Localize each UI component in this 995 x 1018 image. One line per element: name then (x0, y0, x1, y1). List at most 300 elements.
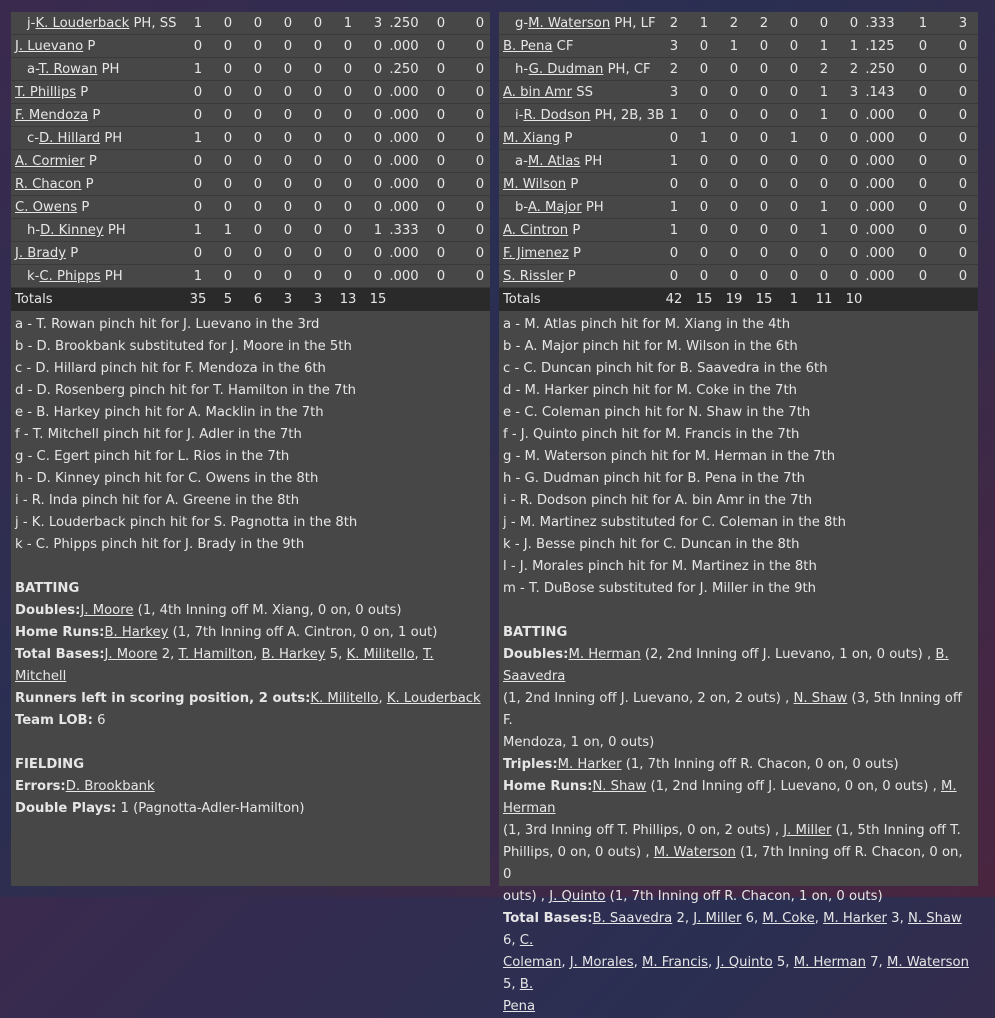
player-link[interactable]: B. (519, 977, 534, 992)
stat-cell: 0 (373, 131, 383, 146)
stat-cell: 0 (193, 108, 203, 123)
stat-cell: 0 (283, 223, 293, 238)
substitution-note: g - C. Egert pinch hit for L. Rios in the 7th (15, 449, 290, 464)
stat-cell: 3 (669, 39, 679, 54)
player-cell (503, 219, 580, 242)
stat-cell: 0 (849, 269, 859, 284)
player-cell (27, 265, 123, 288)
player-position: PH (101, 62, 120, 77)
player-link[interactable]: B. Saavedra (503, 647, 949, 684)
batting-label: Doubles: (15, 603, 81, 618)
stat-cell: 0 (283, 200, 293, 215)
stat-cell: 0 (253, 269, 263, 284)
stat-cell: 3 (958, 16, 968, 31)
substitution-note: h - G. Dudman pinch hit for B. Pena in the 7th (503, 471, 805, 486)
stat-text: 5, (503, 977, 520, 992)
substitution-note: k - J. Besse pinch hit for C. Duncan in the 8th (503, 537, 800, 552)
player-position: SS (576, 85, 594, 100)
stat-cell: 0 (729, 108, 739, 123)
stat-cell: 0 (699, 62, 709, 77)
substitution-note: i - R. Inda pinch hit for A. Greene in the 8th (15, 493, 300, 508)
stat-cell: 0 (313, 223, 323, 238)
player-link[interactable]: B. Saavedra (592, 911, 673, 926)
player-name-link[interactable]: R. Chacon (15, 177, 82, 192)
stat-cell: 0 (343, 177, 353, 192)
stat-cell: 0 (729, 177, 739, 192)
stat-cell: 0 (373, 108, 383, 123)
player-position: P (80, 85, 89, 100)
stat-cell: 0 (958, 223, 968, 238)
stat-cell: 0 (475, 269, 485, 284)
stat-text: , (708, 955, 717, 970)
player-position: P (572, 223, 581, 238)
player-name-link[interactable]: C. Owens (15, 200, 78, 215)
stat-cell: 0 (849, 223, 859, 238)
player-cell (503, 35, 573, 58)
fielding-label: Errors: (15, 779, 66, 794)
player-name-link[interactable]: D. Kinney (40, 223, 104, 238)
away-batting-rows (11, 12, 490, 288)
stat-cell: 0 (313, 177, 323, 192)
player-cell (15, 173, 94, 196)
player-link[interactable]: M. Waterson (653, 845, 736, 860)
stat-cell: 1 (193, 16, 203, 31)
stat-cell: 0 (343, 154, 353, 169)
stat-cell: 0 (436, 177, 446, 192)
player-position: PH, SS (133, 16, 177, 31)
stat-cell: 0 (253, 16, 263, 31)
substitution-note: m - T. DuBose substituted for J. Miller in the 9th (503, 581, 817, 596)
stat-cell: 0 (669, 246, 679, 261)
stat-cell: 0 (223, 269, 233, 284)
player-row (499, 196, 978, 219)
player-row (499, 173, 978, 196)
stat-cell: 0 (193, 177, 203, 192)
player-link[interactable]: K. Militello (310, 691, 379, 706)
stat-cell: 1 (819, 200, 829, 215)
player-link[interactable]: M. Francis (642, 955, 709, 970)
player-link[interactable]: K. Militello (346, 647, 415, 662)
stat-cell: 0 (223, 177, 233, 192)
stat-cell: 0 (253, 200, 263, 215)
player-cell (515, 196, 604, 219)
stat-cell: 0 (475, 85, 485, 100)
stat-cell: .000 (865, 200, 895, 215)
stat-cell: 0 (313, 16, 323, 31)
stat-cell: .000 (389, 108, 419, 123)
player-row (11, 12, 490, 35)
stat-cell: 0 (373, 154, 383, 169)
stat-cell: 0 (313, 108, 323, 123)
player-cell (15, 242, 78, 265)
player-cell (27, 127, 122, 150)
player-row (499, 12, 978, 35)
player-link[interactable]: C. (519, 933, 534, 948)
away-batting-section (15, 578, 486, 732)
stat-text: 6, (503, 933, 520, 948)
stat-cell: 0 (283, 16, 293, 31)
stat-cell: 0 (223, 200, 233, 215)
totals-cell: 15 (755, 292, 773, 307)
player-link[interactable]: Coleman (503, 955, 562, 970)
stat-cell: 1 (699, 16, 709, 31)
stat-cell: 0 (729, 223, 739, 238)
substitution-note: a - T. Rowan pinch hit for J. Luevano in the 3rd (15, 317, 320, 332)
batting-line (503, 952, 974, 996)
fielding-item (15, 798, 486, 820)
stat-cell: 1 (819, 85, 829, 100)
player-link[interactable]: J. Moore (80, 603, 134, 618)
stat-cell: .000 (865, 108, 895, 123)
substitution-note: i - R. Dodson pinch hit for A. bin Amr in the 7th (503, 493, 813, 508)
stat-cell: 0 (253, 177, 263, 192)
stat-cell: .000 (865, 131, 895, 146)
stat-text: outs) , (503, 889, 550, 904)
stat-cell: 0 (789, 154, 799, 169)
player-position: P (81, 200, 90, 215)
player-row (11, 242, 490, 265)
player-position: P (567, 269, 576, 284)
stat-text: , (633, 955, 642, 970)
stat-cell: 0 (193, 39, 203, 54)
sub-marker: g- (515, 16, 529, 31)
stat-cell: 1 (669, 108, 679, 123)
stat-cell: 0 (436, 85, 446, 100)
player-position: P (570, 177, 579, 192)
stat-cell: 0 (918, 223, 928, 238)
player-name-link[interactable]: R. Dodson (523, 108, 591, 123)
player-name-link[interactable]: J. Brady (15, 246, 66, 261)
stat-cell: .000 (865, 154, 895, 169)
stat-cell: 0 (253, 131, 263, 146)
player-link[interactable]: J. Quinto (716, 955, 773, 970)
stat-cell: 0 (699, 246, 709, 261)
stat-cell: 0 (313, 85, 323, 100)
player-link[interactable]: B. Harkey (104, 625, 169, 640)
player-link[interactable]: M. Harker (823, 911, 887, 926)
stat-cell: 0 (253, 246, 263, 261)
stat-cell: 0 (343, 223, 353, 238)
batting-item (15, 622, 486, 644)
stat-cell: 0 (918, 85, 928, 100)
player-name-link[interactable]: M. Waterson (528, 16, 611, 31)
stat-cell: 0 (193, 154, 203, 169)
player-name-link[interactable]: M. Atlas (527, 154, 581, 169)
stat-text: (1, 4th Inning off M. Xiang, 0 on, 0 outs) (133, 603, 402, 618)
substitution-note: k - C. Phipps pinch hit for J. Brady in the 9th (15, 537, 305, 552)
stat-cell: 1 (373, 223, 383, 238)
player-name-link[interactable]: A. Cintron (503, 223, 569, 238)
player-position: P (564, 131, 573, 146)
totals-cell: 42 (665, 292, 683, 307)
stat-cell: 0 (669, 177, 679, 192)
stat-cell: 1 (669, 200, 679, 215)
player-link[interactable]: M. Harker (557, 757, 622, 772)
totals-cell: 3 (313, 292, 323, 307)
player-name-link[interactable]: S. Rissler (503, 269, 564, 284)
stat-cell: 0 (253, 223, 263, 238)
player-link[interactable]: J. Morales (569, 955, 634, 970)
totals-label: Totals (15, 292, 53, 307)
stat-cell: 0 (436, 108, 446, 123)
player-name-link[interactable]: J. Luevano (15, 39, 84, 54)
stat-cell: .125 (865, 39, 895, 54)
stat-cell: 0 (343, 108, 353, 123)
stat-cell: 0 (849, 16, 859, 31)
player-row (11, 58, 490, 81)
stat-cell: 0 (759, 223, 769, 238)
player-link[interactable]: B. Harkey (261, 647, 326, 662)
stat-cell: 0 (343, 85, 353, 100)
stat-cell: 0 (253, 85, 263, 100)
stat-cell: 0 (223, 39, 233, 54)
stat-cell: 0 (699, 269, 709, 284)
stat-text: Phillips, 0 on, 0 outs) , (503, 845, 654, 860)
player-name-link[interactable]: M. Xiang (503, 131, 561, 146)
stat-cell: 0 (436, 16, 446, 31)
player-cell (15, 81, 88, 104)
stat-cell: 0 (193, 246, 203, 261)
stat-cell: 0 (343, 39, 353, 54)
stat-cell: 0 (918, 62, 928, 77)
batting-line (503, 776, 974, 820)
player-position: PH (104, 131, 123, 146)
player-link[interactable]: N. Shaw (592, 779, 647, 794)
stat-cell: 2 (669, 62, 679, 77)
home-totals-row (499, 288, 978, 311)
player-name-link[interactable]: K. Louderback (35, 16, 130, 31)
stat-cell: 0 (436, 269, 446, 284)
stat-cell: 0 (849, 154, 859, 169)
player-cell (503, 127, 572, 150)
player-cell (15, 104, 100, 127)
totals-cell: 19 (725, 292, 743, 307)
player-row (499, 58, 978, 81)
player-link[interactable]: N. Shaw (907, 911, 962, 926)
stat-cell: 0 (699, 154, 709, 169)
totals-cell: 6 (253, 292, 263, 307)
player-row (11, 104, 490, 127)
stat-cell: .000 (865, 223, 895, 238)
player-link[interactable]: M. Herman (793, 955, 866, 970)
player-position: P (87, 39, 96, 54)
substitution-note: j - K. Louderback pinch hit for S. Pagnotta in the 8th (15, 515, 358, 530)
stat-cell: 0 (475, 200, 485, 215)
player-link[interactable]: M. Waterson (886, 955, 969, 970)
batting-item (15, 688, 486, 710)
player-link[interactable]: J. Quinto (549, 889, 606, 904)
stat-cell: 0 (759, 39, 769, 54)
stat-cell: 1 (819, 39, 829, 54)
stat-cell: 0 (313, 154, 323, 169)
player-row (499, 81, 978, 104)
batting-line (503, 732, 974, 754)
stat-cell: 0 (918, 177, 928, 192)
totals-cell: 11 (815, 292, 833, 307)
player-name-link[interactable]: F. Jimenez (503, 246, 569, 261)
stat-cell: 0 (958, 62, 968, 77)
player-cell (515, 58, 651, 81)
stat-cell: 0 (729, 200, 739, 215)
stat-cell: 0 (436, 200, 446, 215)
stat-text: 2, (672, 911, 694, 926)
stat-cell: 1 (789, 131, 799, 146)
totals-cell: 3 (283, 292, 293, 307)
substitution-note: h - D. Kinney pinch hit for C. Owens in the 8th (15, 471, 319, 486)
stat-cell: 0 (343, 269, 353, 284)
player-link[interactable]: T. Mitchell (15, 647, 434, 684)
stat-cell: 0 (699, 39, 709, 54)
stat-cell: 0 (759, 246, 769, 261)
stat-cell: 2 (819, 62, 829, 77)
stat-cell: 0 (475, 16, 485, 31)
stat-cell: 0 (918, 200, 928, 215)
stat-cell: 1 (193, 131, 203, 146)
stat-cell: .000 (389, 154, 419, 169)
stat-cell: 1 (193, 62, 203, 77)
stat-cell: 1 (699, 131, 709, 146)
stat-cell: 0 (193, 85, 203, 100)
stat-cell: 0 (223, 154, 233, 169)
substitution-note: a - M. Atlas pinch hit for M. Xiang in the 4th (503, 317, 791, 332)
player-position: P (572, 246, 581, 261)
player-row (499, 242, 978, 265)
player-name-link[interactable]: A. Major (527, 200, 582, 215)
player-link[interactable]: M. Herman (568, 647, 641, 662)
stat-cell: 0 (223, 108, 233, 123)
substitution-note: e - B. Harkey pinch hit for A. Macklin in the 7th (15, 405, 324, 420)
stat-cell: 0 (819, 16, 829, 31)
stat-cell: 0 (699, 200, 709, 215)
stat-cell: 0 (475, 108, 485, 123)
player-name-link[interactable]: B. Pena (503, 39, 553, 54)
player-name-link[interactable]: F. Mendoza (15, 108, 89, 123)
player-link[interactable]: M. Herman (503, 779, 957, 816)
player-link[interactable]: N. Shaw (793, 691, 848, 706)
player-position: P (88, 154, 97, 169)
stat-cell: 0 (789, 16, 799, 31)
player-cell (27, 58, 119, 81)
stat-text: (1, 3rd Inning off T. Phillips, 0 on, 2 outs) , (503, 823, 784, 838)
stat-cell: 1 (819, 108, 829, 123)
stat-cell: 0 (789, 108, 799, 123)
player-name-link[interactable]: C. Phipps (39, 269, 101, 284)
player-link[interactable]: D. Brookbank (65, 779, 155, 794)
batting-line (503, 996, 974, 1018)
stat-text: , (414, 647, 423, 662)
stat-cell: 0 (819, 269, 829, 284)
stat-cell: 0 (759, 269, 769, 284)
stat-cell: .333 (865, 16, 895, 31)
player-name-link[interactable]: M. Wilson (503, 177, 567, 192)
stat-cell: 0 (699, 85, 709, 100)
away-fielding-section (15, 754, 486, 820)
player-name-link[interactable]: D. Hillard (39, 131, 101, 146)
player-cell (515, 12, 656, 35)
player-link[interactable]: T. Hamilton (178, 647, 254, 662)
player-position: PH (584, 154, 603, 169)
player-row (11, 35, 490, 58)
batting-line (503, 820, 974, 842)
stat-cell: 0 (313, 200, 323, 215)
batting-line (503, 886, 974, 908)
stat-cell: 0 (958, 246, 968, 261)
totals-cell: 35 (189, 292, 207, 307)
stat-cell: 0 (475, 62, 485, 77)
stat-text: (1, 2nd Inning off J. Luevano, 0 on, 0 outs) , (646, 779, 941, 794)
player-position: P (70, 246, 79, 261)
stat-cell: 0 (436, 154, 446, 169)
stat-cell: 0 (958, 269, 968, 284)
stat-cell: 0 (475, 131, 485, 146)
batting-label: Team LOB: (15, 713, 93, 728)
stat-cell: 0 (343, 62, 353, 77)
player-link[interactable]: Pena (503, 999, 536, 1014)
stat-cell: 0 (193, 200, 203, 215)
player-row (11, 173, 490, 196)
stat-text: 1 (Pagnotta-Adler-Hamilton) (116, 801, 305, 816)
player-cell (503, 265, 576, 288)
stat-cell: 0 (283, 177, 293, 192)
stat-cell: .000 (389, 246, 419, 261)
player-name-link[interactable]: A. Cormier (15, 154, 85, 169)
fielding-item (15, 776, 486, 798)
stat-cell: 0 (313, 269, 323, 284)
stat-cell: 0 (253, 39, 263, 54)
player-link[interactable]: J. Miller (783, 823, 832, 838)
stat-cell: 0 (918, 131, 928, 146)
away-totals-row (11, 288, 490, 311)
stat-cell: 0 (789, 246, 799, 261)
stat-text: (1, 7th Inning off R. Chacon, 1 on, 0 outs) (605, 889, 883, 904)
player-name-link[interactable]: T. Phillips (15, 85, 77, 100)
stat-cell: 0 (918, 246, 928, 261)
totals-cell: 10 (845, 292, 863, 307)
stat-cell: 0 (729, 62, 739, 77)
stat-text: , (253, 647, 262, 662)
player-name-link[interactable]: G. Dudman (528, 62, 604, 77)
away-notes (11, 311, 490, 820)
stat-cell: .000 (389, 200, 419, 215)
stat-cell: 0 (283, 131, 293, 146)
batting-line (503, 644, 974, 688)
stat-cell: .000 (865, 246, 895, 261)
stat-cell: 0 (313, 246, 323, 261)
player-cell (15, 150, 97, 173)
player-link[interactable]: J. Miller (693, 911, 742, 926)
player-name-link[interactable]: A. bin Amr (503, 85, 573, 100)
player-position: PH, 2B, 3B (594, 108, 665, 123)
stat-cell: 0 (729, 131, 739, 146)
stat-cell: .000 (389, 131, 419, 146)
player-row (11, 196, 490, 219)
stat-cell: 2 (849, 62, 859, 77)
player-cell (503, 242, 581, 265)
stat-cell: 0 (223, 85, 233, 100)
player-link[interactable]: K. Louderback (386, 691, 481, 706)
stat-cell: 1 (223, 223, 233, 238)
player-cell (515, 150, 602, 173)
player-name-link[interactable]: T. Rowan (38, 62, 98, 77)
away-boxscore-panel (11, 12, 490, 886)
stat-cell: 0 (819, 246, 829, 261)
player-link[interactable]: M. Coke (762, 911, 815, 926)
player-link[interactable]: J. Moore (104, 647, 158, 662)
player-row (499, 127, 978, 150)
stat-cell: 1 (669, 154, 679, 169)
stat-text: (1, 7th Inning off R. Chacon, 0 on, 0 (503, 845, 963, 882)
stat-text: 5, (772, 955, 794, 970)
